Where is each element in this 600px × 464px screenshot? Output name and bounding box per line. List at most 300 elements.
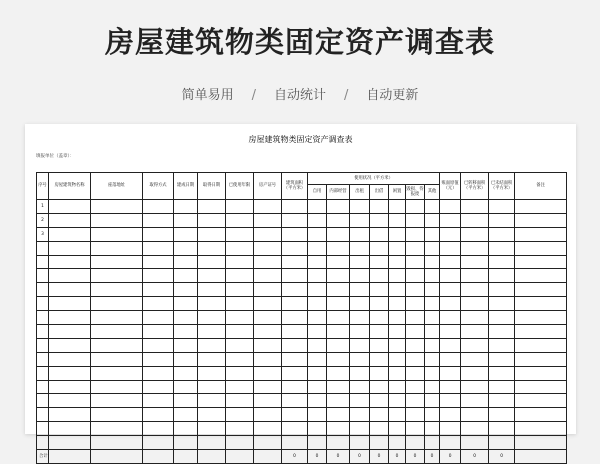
table-cell[interactable]	[461, 394, 489, 408]
table-cell[interactable]	[489, 422, 515, 436]
table-cell[interactable]	[370, 366, 389, 380]
table-cell[interactable]	[406, 213, 425, 227]
table-cell[interactable]	[440, 297, 461, 311]
row-number-cell[interactable]	[37, 338, 49, 352]
table-cell[interactable]	[489, 255, 515, 269]
table-cell[interactable]	[174, 283, 198, 297]
table-cell[interactable]	[254, 227, 282, 241]
table-cell[interactable]	[198, 436, 226, 450]
table-cell[interactable]	[350, 408, 370, 422]
table-cell[interactable]	[254, 436, 282, 450]
table-cell[interactable]	[440, 200, 461, 214]
table-cell[interactable]	[406, 200, 425, 214]
table-cell[interactable]	[489, 408, 515, 422]
table-cell[interactable]	[515, 227, 567, 241]
table-cell[interactable]	[226, 366, 254, 380]
table-cell[interactable]	[174, 325, 198, 339]
table-cell[interactable]	[254, 269, 282, 283]
table-cell[interactable]	[389, 255, 406, 269]
table-cell[interactable]	[254, 241, 282, 255]
table-cell[interactable]	[198, 366, 226, 380]
table-cell[interactable]	[515, 325, 567, 339]
table-cell[interactable]	[425, 297, 440, 311]
table-cell[interactable]	[425, 200, 440, 214]
table-cell[interactable]	[370, 352, 389, 366]
table-cell[interactable]	[308, 352, 327, 366]
table-cell[interactable]	[254, 408, 282, 422]
table-cell[interactable]	[350, 200, 370, 214]
table-cell[interactable]	[198, 227, 226, 241]
table-cell[interactable]	[327, 283, 350, 297]
table-cell[interactable]	[282, 311, 308, 325]
table-cell[interactable]	[350, 283, 370, 297]
table-cell[interactable]	[327, 380, 350, 394]
table-cell[interactable]	[406, 269, 425, 283]
table-cell[interactable]	[440, 436, 461, 450]
table-cell[interactable]	[174, 338, 198, 352]
table-cell[interactable]	[440, 352, 461, 366]
table-cell[interactable]	[143, 352, 174, 366]
table-cell[interactable]	[91, 394, 143, 408]
table-cell[interactable]	[91, 213, 143, 227]
table-cell[interactable]	[226, 297, 254, 311]
table-cell[interactable]	[515, 366, 567, 380]
table-cell[interactable]	[282, 297, 308, 311]
table-cell[interactable]	[174, 436, 198, 450]
table-cell[interactable]	[174, 311, 198, 325]
table-cell[interactable]	[254, 338, 282, 352]
table-cell[interactable]	[226, 422, 254, 436]
table-cell[interactable]	[254, 394, 282, 408]
table-cell[interactable]	[143, 325, 174, 339]
table-cell[interactable]	[254, 422, 282, 436]
table-cell[interactable]	[461, 283, 489, 297]
table-cell[interactable]	[49, 297, 91, 311]
table-cell[interactable]	[226, 325, 254, 339]
table-cell[interactable]	[327, 408, 350, 422]
table-cell[interactable]	[282, 200, 308, 214]
table-cell[interactable]	[174, 213, 198, 227]
table-cell[interactable]	[440, 255, 461, 269]
table-cell[interactable]	[174, 352, 198, 366]
table-cell[interactable]	[254, 366, 282, 380]
table-cell[interactable]	[489, 213, 515, 227]
table-cell[interactable]	[350, 269, 370, 283]
table-cell[interactable]	[282, 380, 308, 394]
table-cell[interactable]	[389, 436, 406, 450]
table-cell[interactable]	[308, 422, 327, 436]
table-cell[interactable]	[143, 338, 174, 352]
table-cell[interactable]	[198, 241, 226, 255]
table-cell[interactable]	[254, 200, 282, 214]
table-cell[interactable]	[425, 227, 440, 241]
table-cell[interactable]	[461, 269, 489, 283]
table-cell[interactable]	[370, 338, 389, 352]
table-cell[interactable]	[370, 436, 389, 450]
table-cell[interactable]	[226, 213, 254, 227]
table-cell[interactable]	[327, 297, 350, 311]
table-cell[interactable]	[282, 394, 308, 408]
table-cell[interactable]	[350, 213, 370, 227]
table-cell[interactable]	[308, 408, 327, 422]
table-cell[interactable]	[350, 352, 370, 366]
table-cell[interactable]	[489, 338, 515, 352]
table-cell[interactable]	[515, 436, 567, 450]
table-cell[interactable]	[174, 255, 198, 269]
table-cell[interactable]	[461, 352, 489, 366]
table-cell[interactable]	[370, 213, 389, 227]
table-cell[interactable]	[327, 227, 350, 241]
table-cell[interactable]	[327, 436, 350, 450]
table-cell[interactable]	[489, 269, 515, 283]
table-cell[interactable]	[489, 352, 515, 366]
table-cell[interactable]	[174, 297, 198, 311]
table-cell[interactable]	[370, 325, 389, 339]
table-cell[interactable]	[350, 394, 370, 408]
table-cell[interactable]	[49, 311, 91, 325]
table-cell[interactable]	[515, 311, 567, 325]
table-cell[interactable]	[91, 436, 143, 450]
table-cell[interactable]	[406, 255, 425, 269]
table-cell[interactable]	[143, 227, 174, 241]
table-cell[interactable]	[406, 283, 425, 297]
table-cell[interactable]	[489, 241, 515, 255]
table-cell[interactable]	[350, 325, 370, 339]
table-cell[interactable]	[49, 325, 91, 339]
table-cell[interactable]	[461, 200, 489, 214]
table-cell[interactable]	[370, 283, 389, 297]
table-cell[interactable]	[406, 394, 425, 408]
table-cell[interactable]	[308, 283, 327, 297]
table-cell[interactable]	[254, 325, 282, 339]
table-cell[interactable]	[254, 213, 282, 227]
table-cell[interactable]	[308, 311, 327, 325]
table-cell[interactable]	[198, 297, 226, 311]
table-cell[interactable]	[489, 325, 515, 339]
table-cell[interactable]	[461, 366, 489, 380]
table-cell[interactable]	[440, 422, 461, 436]
table-cell[interactable]	[282, 213, 308, 227]
table-cell[interactable]	[389, 380, 406, 394]
table-cell[interactable]	[406, 380, 425, 394]
table-cell[interactable]	[49, 200, 91, 214]
table-cell[interactable]	[198, 311, 226, 325]
table-cell[interactable]	[327, 366, 350, 380]
table-cell[interactable]	[226, 394, 254, 408]
table-cell[interactable]	[49, 408, 91, 422]
table-cell[interactable]	[49, 338, 91, 352]
table-cell[interactable]	[515, 283, 567, 297]
table-cell[interactable]	[425, 422, 440, 436]
table-cell[interactable]	[461, 380, 489, 394]
table-cell[interactable]	[489, 227, 515, 241]
table-cell[interactable]	[515, 352, 567, 366]
table-cell[interactable]	[461, 436, 489, 450]
table-cell[interactable]	[327, 352, 350, 366]
table-cell[interactable]	[515, 380, 567, 394]
table-cell[interactable]	[91, 311, 143, 325]
table-cell[interactable]	[91, 241, 143, 255]
table-cell[interactable]	[308, 213, 327, 227]
table-cell[interactable]	[461, 325, 489, 339]
table-cell[interactable]	[389, 394, 406, 408]
table-cell[interactable]	[198, 422, 226, 436]
table-cell[interactable]	[406, 422, 425, 436]
table-cell[interactable]	[174, 227, 198, 241]
table-cell[interactable]	[370, 380, 389, 394]
table-cell[interactable]	[440, 325, 461, 339]
row-number-cell[interactable]	[37, 436, 49, 450]
table-cell[interactable]	[91, 352, 143, 366]
table-cell[interactable]	[515, 297, 567, 311]
table-cell[interactable]	[91, 422, 143, 436]
table-cell[interactable]	[489, 297, 515, 311]
table-cell[interactable]	[327, 241, 350, 255]
table-cell[interactable]	[461, 255, 489, 269]
table-cell[interactable]	[282, 338, 308, 352]
table-cell[interactable]	[198, 394, 226, 408]
table-cell[interactable]	[226, 227, 254, 241]
table-cell[interactable]	[350, 436, 370, 450]
table-cell[interactable]	[327, 325, 350, 339]
table-cell[interactable]	[440, 394, 461, 408]
table-cell[interactable]	[406, 325, 425, 339]
table-cell[interactable]	[489, 311, 515, 325]
table-cell[interactable]	[226, 283, 254, 297]
table-cell[interactable]	[49, 422, 91, 436]
table-cell[interactable]	[515, 422, 567, 436]
table-cell[interactable]	[440, 227, 461, 241]
table-cell[interactable]	[489, 436, 515, 450]
table-cell[interactable]	[389, 227, 406, 241]
table-cell[interactable]	[49, 213, 91, 227]
table-cell[interactable]	[226, 241, 254, 255]
table-cell[interactable]	[282, 408, 308, 422]
table-cell[interactable]	[425, 269, 440, 283]
table-cell[interactable]	[49, 255, 91, 269]
table-cell[interactable]	[370, 241, 389, 255]
table-cell[interactable]	[350, 241, 370, 255]
row-number-cell[interactable]	[37, 325, 49, 339]
table-cell[interactable]	[389, 213, 406, 227]
table-cell[interactable]	[49, 394, 91, 408]
row-number-cell[interactable]	[37, 241, 49, 255]
table-cell[interactable]	[425, 380, 440, 394]
table-cell[interactable]	[370, 297, 389, 311]
table-cell[interactable]	[198, 380, 226, 394]
row-number-cell[interactable]	[37, 311, 49, 325]
table-cell[interactable]	[226, 269, 254, 283]
table-cell[interactable]	[515, 255, 567, 269]
table-cell[interactable]	[282, 422, 308, 436]
table-cell[interactable]	[174, 408, 198, 422]
table-cell[interactable]	[489, 200, 515, 214]
table-cell[interactable]	[440, 241, 461, 255]
table-cell[interactable]	[174, 380, 198, 394]
table-cell[interactable]	[327, 200, 350, 214]
table-cell[interactable]	[49, 283, 91, 297]
table-cell[interactable]	[440, 408, 461, 422]
table-cell[interactable]	[308, 366, 327, 380]
table-cell[interactable]	[91, 200, 143, 214]
table-cell[interactable]	[49, 366, 91, 380]
table-cell[interactable]	[254, 352, 282, 366]
table-cell[interactable]	[425, 366, 440, 380]
table-cell[interactable]	[198, 283, 226, 297]
table-cell[interactable]	[198, 255, 226, 269]
table-cell[interactable]	[254, 311, 282, 325]
table-cell[interactable]	[143, 269, 174, 283]
table-cell[interactable]	[143, 394, 174, 408]
table-cell[interactable]	[350, 338, 370, 352]
table-cell[interactable]	[425, 283, 440, 297]
table-cell[interactable]	[91, 338, 143, 352]
table-cell[interactable]	[406, 241, 425, 255]
table-cell[interactable]	[370, 422, 389, 436]
table-cell[interactable]	[91, 297, 143, 311]
table-cell[interactable]	[254, 380, 282, 394]
table-cell[interactable]	[282, 283, 308, 297]
table-cell[interactable]	[282, 255, 308, 269]
table-cell[interactable]	[198, 213, 226, 227]
table-cell[interactable]	[254, 283, 282, 297]
table-cell[interactable]	[440, 380, 461, 394]
table-cell[interactable]	[282, 436, 308, 450]
table-cell[interactable]	[461, 422, 489, 436]
table-cell[interactable]	[425, 436, 440, 450]
table-cell[interactable]	[49, 241, 91, 255]
table-cell[interactable]	[489, 394, 515, 408]
table-cell[interactable]	[370, 311, 389, 325]
table-cell[interactable]	[226, 408, 254, 422]
row-number-cell[interactable]: 1	[37, 200, 49, 214]
table-cell[interactable]	[174, 366, 198, 380]
table-cell[interactable]	[389, 311, 406, 325]
table-cell[interactable]	[350, 311, 370, 325]
table-cell[interactable]	[440, 311, 461, 325]
table-cell[interactable]	[461, 408, 489, 422]
table-cell[interactable]	[308, 380, 327, 394]
table-cell[interactable]	[389, 241, 406, 255]
table-cell[interactable]	[406, 366, 425, 380]
table-cell[interactable]	[461, 297, 489, 311]
table-cell[interactable]	[143, 408, 174, 422]
row-number-cell[interactable]	[37, 394, 49, 408]
table-cell[interactable]	[425, 213, 440, 227]
row-number-cell[interactable]	[37, 352, 49, 366]
table-cell[interactable]	[440, 283, 461, 297]
table-cell[interactable]	[308, 338, 327, 352]
table-cell[interactable]	[198, 325, 226, 339]
table-cell[interactable]	[515, 269, 567, 283]
table-cell[interactable]	[406, 408, 425, 422]
table-cell[interactable]	[226, 352, 254, 366]
table-cell[interactable]	[370, 255, 389, 269]
table-cell[interactable]	[91, 408, 143, 422]
table-cell[interactable]	[350, 227, 370, 241]
table-cell[interactable]	[143, 380, 174, 394]
table-cell[interactable]	[406, 338, 425, 352]
table-cell[interactable]	[91, 283, 143, 297]
table-cell[interactable]	[327, 394, 350, 408]
table-cell[interactable]	[226, 380, 254, 394]
table-cell[interactable]	[389, 408, 406, 422]
table-cell[interactable]	[174, 422, 198, 436]
table-cell[interactable]	[308, 436, 327, 450]
table-cell[interactable]	[370, 227, 389, 241]
table-cell[interactable]	[143, 200, 174, 214]
table-cell[interactable]	[425, 311, 440, 325]
table-cell[interactable]	[461, 338, 489, 352]
row-number-cell[interactable]	[37, 366, 49, 380]
table-cell[interactable]	[370, 394, 389, 408]
row-number-cell[interactable]: 2	[37, 213, 49, 227]
table-cell[interactable]	[282, 325, 308, 339]
row-number-cell[interactable]	[37, 422, 49, 436]
table-cell[interactable]	[370, 408, 389, 422]
table-cell[interactable]	[489, 380, 515, 394]
table-cell[interactable]	[489, 283, 515, 297]
row-number-cell[interactable]	[37, 408, 49, 422]
table-cell[interactable]	[350, 380, 370, 394]
table-cell[interactable]	[389, 269, 406, 283]
table-cell[interactable]	[440, 338, 461, 352]
table-cell[interactable]	[308, 269, 327, 283]
table-cell[interactable]	[308, 297, 327, 311]
table-cell[interactable]	[461, 213, 489, 227]
table-cell[interactable]	[226, 255, 254, 269]
table-cell[interactable]	[515, 213, 567, 227]
table-cell[interactable]	[198, 269, 226, 283]
table-cell[interactable]	[461, 227, 489, 241]
table-cell[interactable]	[254, 255, 282, 269]
table-cell[interactable]	[515, 241, 567, 255]
table-cell[interactable]	[515, 394, 567, 408]
table-cell[interactable]	[308, 394, 327, 408]
table-cell[interactable]	[198, 408, 226, 422]
table-cell[interactable]	[49, 436, 91, 450]
table-cell[interactable]	[174, 200, 198, 214]
table-cell[interactable]	[282, 241, 308, 255]
table-cell[interactable]	[143, 213, 174, 227]
table-cell[interactable]	[174, 241, 198, 255]
table-cell[interactable]	[425, 325, 440, 339]
table-cell[interactable]	[327, 422, 350, 436]
table-cell[interactable]	[370, 269, 389, 283]
table-cell[interactable]	[226, 436, 254, 450]
table-cell[interactable]	[350, 255, 370, 269]
table-cell[interactable]	[308, 325, 327, 339]
row-number-cell[interactable]: 3	[37, 227, 49, 241]
table-cell[interactable]	[254, 297, 282, 311]
table-cell[interactable]	[226, 338, 254, 352]
table-cell[interactable]	[308, 227, 327, 241]
table-cell[interactable]	[143, 422, 174, 436]
table-cell[interactable]	[174, 269, 198, 283]
table-cell[interactable]	[226, 200, 254, 214]
table-cell[interactable]	[440, 213, 461, 227]
table-cell[interactable]	[489, 366, 515, 380]
table-cell[interactable]	[282, 269, 308, 283]
table-cell[interactable]	[389, 338, 406, 352]
table-cell[interactable]	[327, 338, 350, 352]
table-cell[interactable]	[515, 338, 567, 352]
table-cell[interactable]	[461, 311, 489, 325]
table-cell[interactable]	[143, 366, 174, 380]
row-number-cell[interactable]	[37, 380, 49, 394]
table-cell[interactable]	[389, 200, 406, 214]
table-cell[interactable]	[350, 422, 370, 436]
